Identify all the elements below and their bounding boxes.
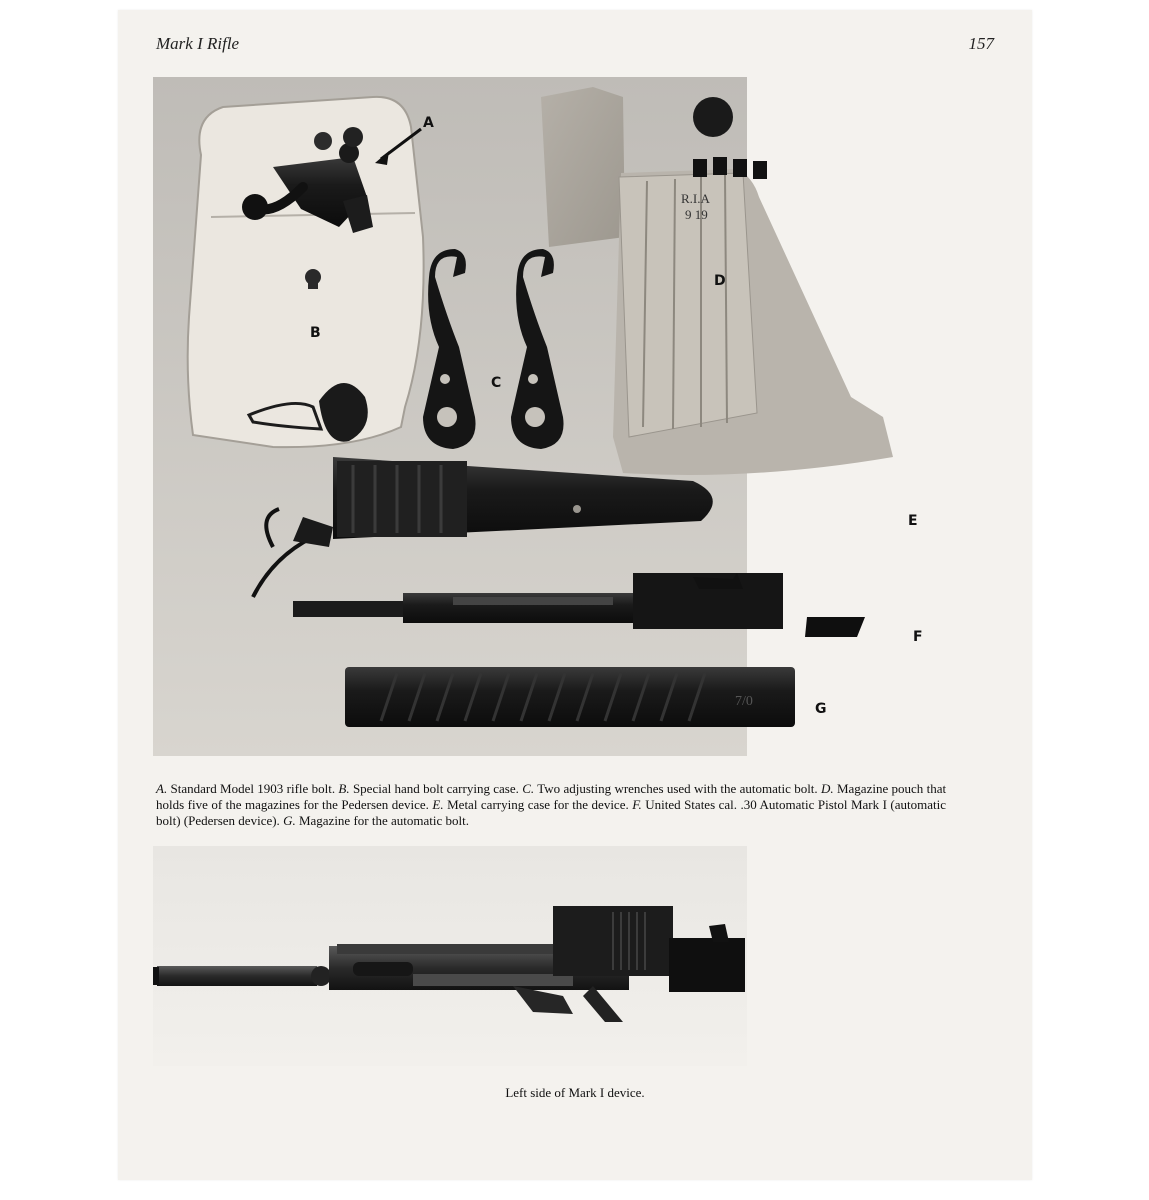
caption-key-b: B.	[338, 781, 350, 796]
hand-bolt-case	[188, 97, 424, 447]
label-a: A	[423, 115, 434, 131]
caption-key-g: G.	[283, 813, 296, 828]
caption-text-c: Two adjusting wrenches used with the automatic bolt.	[537, 781, 818, 796]
caption-text-d: Magazine pouch that holds five of the magazines for the Pedersen device.	[156, 781, 947, 812]
caption-key-e: E.	[432, 797, 444, 812]
magazine-mark: 7/0	[735, 694, 753, 709]
label-d: D	[714, 273, 726, 289]
caption-key-c: C.	[522, 781, 535, 796]
caption-key-f: F.	[632, 797, 642, 812]
figure-caption-bottom: Left side of Mark I device.	[505, 1085, 645, 1100]
section-title: Mark I Rifle	[156, 34, 240, 53]
page-number: 157	[968, 34, 994, 53]
label-g: G	[815, 701, 827, 717]
caption-text-g: Magazine for the automatic bolt.	[298, 813, 469, 828]
caption-text-b: Special hand bolt carrying case.	[352, 781, 519, 796]
photo-left-side-device	[153, 846, 747, 1066]
caption-text-f: United States cal. .30 Automatic Pistol Mark I (automatic bolt) (Pedersen device).	[156, 797, 947, 828]
caption-key-a: A.	[156, 781, 168, 796]
automatic-bolt-magazine	[345, 667, 795, 727]
label-e: E	[908, 513, 918, 529]
caption-text-e: Metal carrying case for the device.	[447, 797, 629, 812]
label-b: B	[310, 325, 321, 341]
caption-text-a: Standard Model 1903 rifle bolt.	[170, 781, 336, 796]
label-c: C	[491, 375, 502, 391]
label-f: F	[913, 629, 923, 645]
book-page	[118, 10, 1032, 1180]
photo-components	[153, 77, 923, 756]
pouch-stamp-date: 9 19	[685, 207, 708, 222]
pouch-stamp: R.I.A	[681, 191, 710, 206]
caption-key-d: D.	[821, 781, 834, 796]
figure-caption-top	[156, 781, 946, 829]
